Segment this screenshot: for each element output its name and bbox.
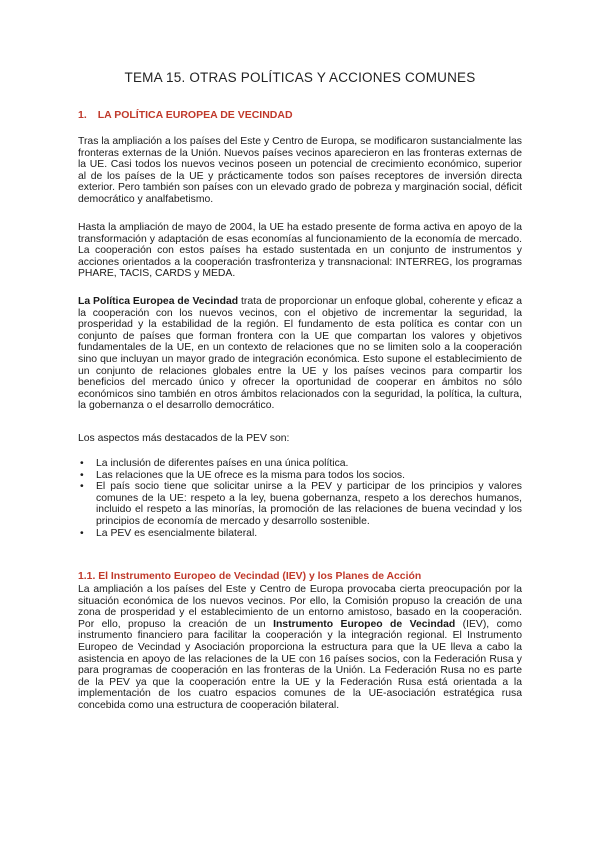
- bullet-icon: •: [80, 527, 84, 539]
- iev-term: Instrumento Europeo de Vecindad: [273, 618, 456, 630]
- bullet-icon: •: [80, 481, 84, 493]
- list-item: • Las relaciones que la UE ofrece es la misma para todos los socios.: [80, 469, 405, 481]
- paragraph-4: Los aspectos más destacados de la PEV son:: [78, 433, 290, 444]
- pev-term: La Política Europea de Vecindad: [78, 296, 239, 307]
- bullet-icon: •: [80, 469, 84, 481]
- section-number: 1.: [78, 109, 87, 121]
- page-title: TEMA 15. OTRAS POLÍTICAS Y ACCIONES COMUNES: [124, 70, 476, 85]
- list-item: • El país socio tiene que solicitar unirse a la PEV y participar de los principios y valores comunes de la UE: respeto a la ley, buena gobernanza, respeto a los derechos humanos, incluido el respeto a las minorías, la promoción de las relaciones de buena vecindad y los principios de economía de mercado y desarrollo sostenible.: [80, 481, 522, 527]
- section-heading: [78, 109, 293, 121]
- list-item: • La inclusión de diferentes países en una única política.: [80, 458, 349, 469]
- paragraph-1: Tras la ampliación a los países del Este y Centro de Europa, se modificaron sustancialmente las fronteras externas de la Unión. Nuevos países vecinos aparecieron en las fronteras externas de la UE. Casi todos los nuevos vecinos poseen un potencial de crecimiento económico, superior al de los países de la UE y prácticamente todos son países receptores de inversión directa exterior. Pero también son países con un elevado grado de pobreza y marginación social, déficit democrático y analfabetismo.: [78, 136, 522, 205]
- paragraph-5: La ampliación a los países del Este y Centro de Europa provocaba cierta preocupación por la situación económica de los nuevos vecinos. Por ello, la Comisión propuso la creación de una zona de prosperidad y el establecimiento de un entorno amistoso, basado en la cooperación. Por ello, propuso la creación de un Instrumento Europeo de Vecindad (IEV), como instrumento financiero para facilitar la cooperación y la integración regional. El Instrumento Europeo de Vecindad y Asociación proporciona la estructura para que la UE lleva a cabo la asistencia en apoyo de las relaciones de la UE con 16 países socios, con la Federación Rusa y para programas de cooperación en las fronteras de la Unión. La Federación Rusa no es parte de la PEV ya que la cooperación entre la UE y la Federación Rusa está orientada a la implementación de los cuatro espacios comunes de la UE-asociación estratégica rusa concebida como una estructura de cooperación bilateral.: [78, 584, 522, 711]
- paragraph-2: Hasta la ampliación de mayo de 2004, la UE ha estado presente de forma activa en apoyo de la transformación y adaptación de esas economías al funcionamiento de la economía de mercado. La cooperación con estos países ha estado sustentada en un conjunto de instrumentos y acciones orientados a la cooperación trasfronteriza y transnacional: INTERREG, los programas PHARE, TACIS, CARDS y MEDA.: [78, 222, 522, 280]
- pev-aspects-list: [78, 458, 522, 539]
- list-item: • La PEV es esencialmente bilateral.: [80, 527, 258, 539]
- section-title: LA POLÍTICA EUROPEA DE VECINDAD: [97, 109, 293, 121]
- subsection-heading: 1.1. El Instrumento Europeo de Vecindad (IEV) y los Planes de Acción: [78, 571, 422, 582]
- paragraph-3: [78, 296, 522, 412]
- paragraph-3-text: trata de proporcionar un enfoque global, coherente y eficaz a la cooperación con los nuevos vecinos, con el objetivo de incrementar la seguridad, la prosperidad y la estabilidad de la región. El fundamento de esta política es contar con un conjunto de países que forman frontera con la UE que compartan los valores y objetivos fundamentales de la UE, en un contexto de relaciones que no se limiten solo a la cooperación sino que incluyan un mayor grado de integración económica. Esto supone el establecimiento de un conjunto de relaciones globales entre la UE y los países vecinos para compartir los beneficios del mercado único y ofrecer la oportunidad de cooperar en ámbitos no sólo económicos sino también en otros ámbitos relacionados con la seguridad, la política, la cultura, la gobernanza o el desarrollo democrático.: [78, 296, 523, 412]
- bullet-icon: •: [80, 458, 84, 469]
